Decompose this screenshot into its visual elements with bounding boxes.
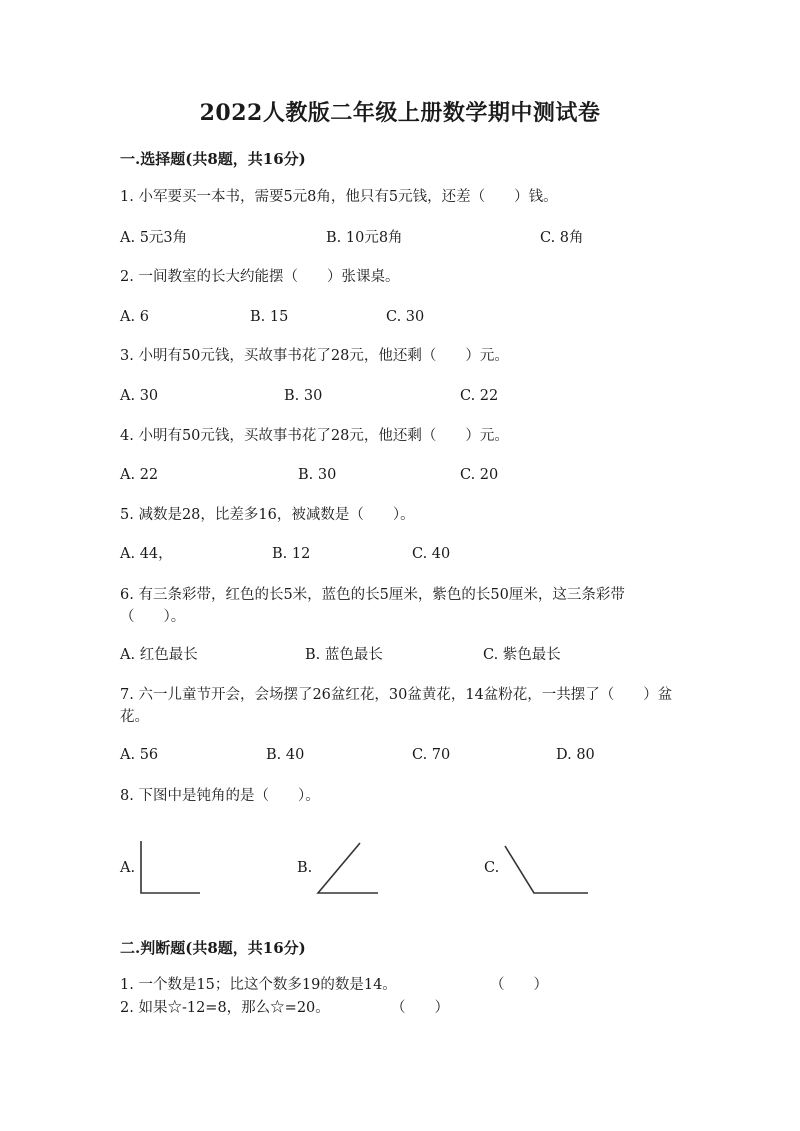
page-title: 2022人教版二年级上册数学期中测试卷 xyxy=(199,100,601,126)
question-8: 8. 下图中是钝角的是（ ）。 xyxy=(120,788,320,804)
q7-option-b[interactable]: B. 40 xyxy=(266,747,305,763)
q3-option-c[interactable]: C. 22 xyxy=(460,388,499,404)
q4-option-a[interactable]: A. 22 xyxy=(120,467,159,483)
section-heading-choice: 一.选择题(共8题，共16分) xyxy=(120,150,306,168)
q3-option-a[interactable]: A. 30 xyxy=(120,388,159,404)
q7-option-c[interactable]: C. 70 xyxy=(412,747,451,763)
q6-option-a[interactable]: A. 红色最长 xyxy=(120,647,198,663)
acute-angle-figure xyxy=(312,838,384,898)
q5-option-c[interactable]: C. 40 xyxy=(412,546,451,562)
question-1: 1. 小军要买一本书，需要5元8角，他只有5元钱，还差（ ）钱。 xyxy=(120,189,558,205)
obtuse-angle-figure xyxy=(500,838,592,898)
q7-option-a[interactable]: A. 56 xyxy=(120,747,159,763)
q2-option-b[interactable]: B. 15 xyxy=(250,309,289,325)
q1-option-a[interactable]: A. 5元3角 xyxy=(120,230,188,246)
q6-option-c[interactable]: C. 紫色最长 xyxy=(483,647,561,663)
right-angle-figure xyxy=(136,838,206,898)
q4-option-b[interactable]: B. 30 xyxy=(298,467,337,483)
question-6: 6. 有三条彩带，红色的长5米，蓝色的长5厘米，紫色的长50厘米，这三条彩带（ ）。 xyxy=(120,587,625,625)
question-5: 5. 减数是28，比差多16，被减数是（ ）。 xyxy=(120,507,415,523)
q2-option-a[interactable]: A. 6 xyxy=(120,309,149,325)
judgement-2-blank[interactable]: （ ） xyxy=(391,1000,449,1016)
q8-option-a-label[interactable]: A. xyxy=(120,860,136,876)
q7-option-d[interactable]: D. 80 xyxy=(556,747,595,763)
q4-option-c[interactable]: C. 20 xyxy=(460,467,499,483)
q3-option-b[interactable]: B. 30 xyxy=(284,388,323,404)
question-3: 3. 小明有50元钱，买故事书花了28元，他还剩（ ）元。 xyxy=(120,348,509,364)
question-4: 4. 小明有50元钱，买故事书花了28元，他还剩（ ）元。 xyxy=(120,428,509,444)
q8-option-b-label[interactable]: B. xyxy=(297,860,313,876)
question-2: 2. 一间教室的长大约能摆（ ）张课桌。 xyxy=(120,269,400,285)
q1-option-b[interactable]: B. 10元8角 xyxy=(326,230,403,246)
q2-option-c[interactable]: C. 30 xyxy=(386,309,425,325)
q1-option-c[interactable]: C. 8角 xyxy=(540,230,584,246)
judgement-1-blank[interactable]: （ ） xyxy=(490,977,548,993)
q5-option-a[interactable]: A. 44， xyxy=(120,546,173,562)
q6-option-b[interactable]: B. 蓝色最长 xyxy=(305,647,383,663)
question-7: 7. 六一儿童节开会，会场摆了26盆红花，30盆黄花，14盆粉花，一共摆了（ ）盆花。 xyxy=(120,687,673,725)
section-heading-judgement: 二.判断题(共8题，共16分) xyxy=(120,939,306,957)
judgement-1: 1. 一个数是15；比这个数多19的数是14。 xyxy=(120,977,397,993)
q5-option-b[interactable]: B. 12 xyxy=(272,546,311,562)
judgement-2: 2. 如果☆-12=8，那么☆=20。 xyxy=(120,1000,330,1016)
q8-option-c-label[interactable]: C. xyxy=(484,860,500,876)
